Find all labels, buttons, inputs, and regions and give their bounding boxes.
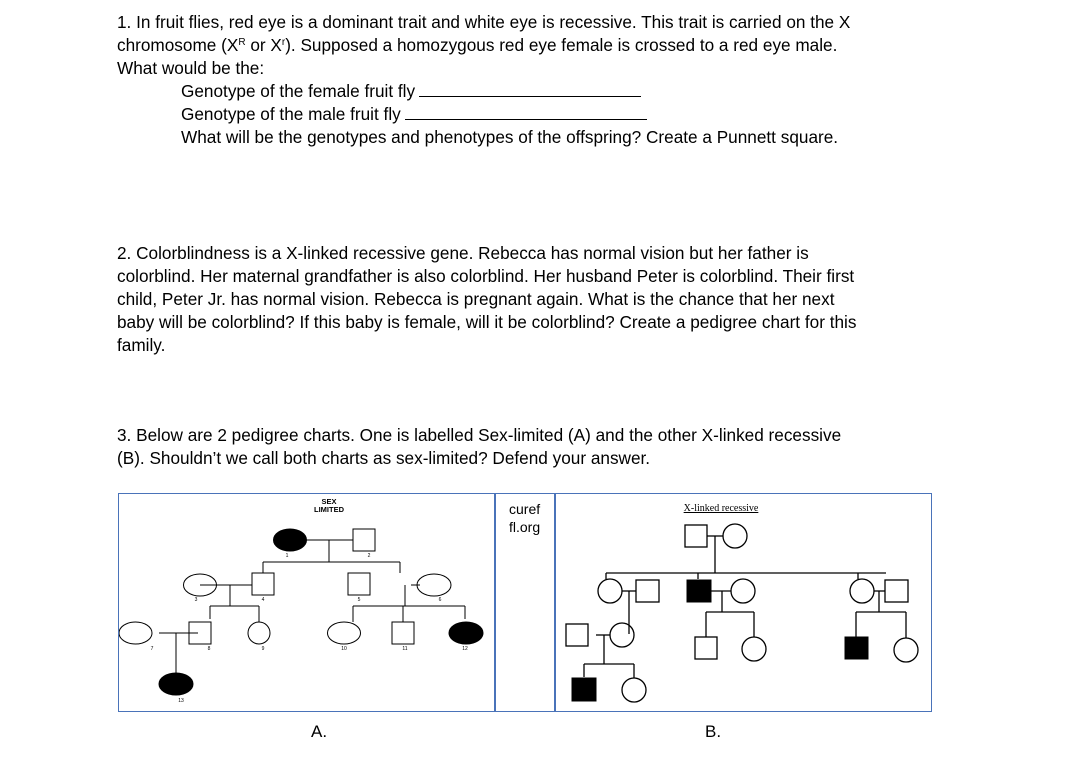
svg-text:8: 8 [207,646,211,652]
svg-text:7: 7 [150,646,154,652]
q3-line1: 3. Below are 2 pedigree charts. One is labelled Sex-limited (A) and the other X-linked recessive [117,425,842,445]
pedigree-a-individual-9 [248,622,270,644]
pedigree-a-individual-5 [348,573,370,595]
pedigree-a-individual-11 [392,622,414,644]
pedigree-b-affected-son [687,580,711,602]
pedigree-b-spouse-3 [885,580,908,602]
pedigree-b-grandmother [723,524,747,548]
pedigree-a-individual-1 [274,529,307,551]
pedigree-a-individual-2 [353,529,375,551]
q2-line4: baby will be colorblind? If this baby is female, will it be colorblind? Create a pedigree chart for this [117,312,857,332]
svg-text:13: 13 [178,698,184,704]
question-2 [117,242,997,357]
pedigree-a-individual-13 [159,673,193,695]
svg-text:2: 2 [367,553,371,559]
pedigree-a-title-2: LIMITED [314,505,344,514]
svg-text:11: 11 [402,646,408,652]
pedigree-b-daughter-1 [598,579,622,603]
pedigree-a-individual-12 [449,622,483,644]
q1-line1: 1. In fruit flies, red eye is a dominant trait and white eye is recessive. This trait is carried on the X [117,12,851,32]
q1-item-offspring: What will be the genotypes and phenotypes of the offspring? Create a Punnett square. [181,127,839,147]
answer-blank-female[interactable] [419,81,641,97]
question-3 [117,424,997,470]
pedigree-b-daughter-2 [731,579,755,603]
caption-a: A. [311,722,328,741]
svg-text:12: 12 [462,646,468,652]
pedigree-a-individual-4 [252,573,274,595]
pedigree-a-diagram [119,494,494,711]
q1-item-male: Genotype of the male fruit fly [117,103,997,126]
svg-text:3: 3 [194,597,198,603]
source-credit: curef fl.org [509,501,541,535]
pedigree-b-daughter-3 [850,579,874,603]
pedigree-b-grandson-2 [695,637,717,659]
pedigree-chart-b [555,493,932,712]
q2-line3: child, Peter Jr. has normal vision. Rebecca is pregnant again. What is the chance that her next [117,289,835,309]
question-1 [117,11,997,149]
answer-blank-male[interactable] [405,104,647,120]
pedigree-b-great-granddaughter [622,678,646,702]
svg-text:1: 1 [285,553,289,559]
svg-text:6: 6 [438,597,442,603]
pedigree-b-affected-grandson [845,637,868,659]
pedigree-b-spouse-1 [636,580,659,602]
svg-text:9: 9 [261,646,265,652]
pedigree-chart-a [118,493,495,712]
svg-text:4: 4 [261,597,265,603]
pedigree-b-diagram [556,494,931,711]
q1-item-female: Genotype of the female fruit fly [117,80,997,103]
pedigree-a-title-1: SEX [321,497,337,506]
q1-line3: What would be the: [117,58,265,78]
svg-text:5: 5 [357,597,361,603]
q2-line2: colorblind. Her maternal grandfather is also colorblind. Her husband Peter is colorblind. Their first [117,266,855,286]
q1-line2: chromosome ($X^R$ or $X^r$). Supposed a homozygous red eye female is crossed to a red eye male. [117,35,838,55]
pedigree-b-granddaughter-3 [894,638,918,662]
pedigree-a-individual-7 [119,622,152,644]
pedigree-b-title: X-linked recessive [683,503,759,514]
pedigree-b-granddaughter-2 [742,637,766,661]
pedigree-b-grandson-1 [566,624,588,646]
q3-line2: (B). Shouldn’t we call both charts as sex-limited? Defend your answer. [117,448,651,468]
pedigree-a-individual-6 [417,574,451,596]
caption-b: B. [705,722,722,741]
pedigree-b-spouse-4 [610,623,634,647]
svg-text:10: 10 [341,646,347,652]
pedigree-a-individual-10 [328,622,361,644]
pedigree-b-affected-great-grandson [572,678,596,701]
pedigree-b-grandfather [685,525,707,547]
q2-line5: family. [117,335,166,355]
q2-line1: 2. Colorblindness is a X-linked recessive gene. Rebecca has normal vision but her father is [117,243,809,263]
